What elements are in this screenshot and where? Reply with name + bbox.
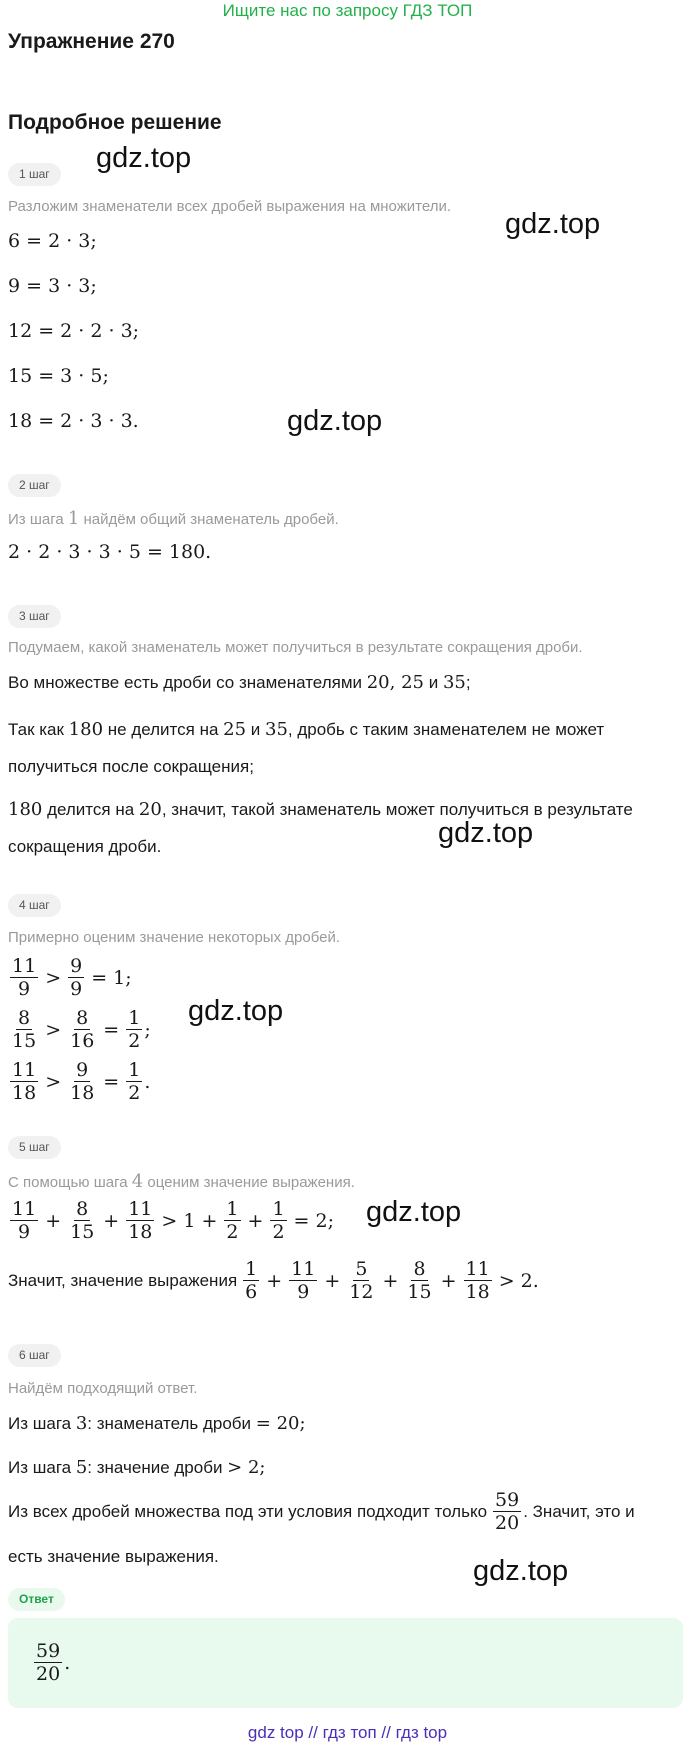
step-hint: С помощью шага 4 оценим значение выражения. [8,1171,355,1192]
fraction: $\frac{1}{2}$ [128,1007,141,1052]
factorization-line: 18 = 2 · 3 · 3. [8,410,139,432]
fraction: $\frac{11}{9}$ [12,955,37,1000]
fraction: $\frac{11}{18}$ [12,1059,37,1104]
factorization-line: 6 = 2 · 3; [8,230,97,252]
watermark: gdz.top [438,817,534,849]
estimate-line: $\frac{11}{18}$ > $\frac{9}{18}$ = $\frac{1}{2}$ . [12,1059,151,1104]
fraction: $\frac{8}{16}$ [70,1007,95,1052]
step-hint: Разложим знаменатели всех дробей выражения на множители. [8,198,451,215]
step-badge: 6 шаг [8,1344,61,1367]
fraction: $\frac{5}{12}$ [349,1258,374,1303]
factorization-line: 12 = 2 · 2 · 3; [8,320,140,342]
step-badge: 3 шаг [8,605,61,628]
fraction: $\frac{1}{2}$ [128,1059,141,1104]
watermark: gdz.top [287,405,383,437]
footer-links[interactable]: gdz top // гдз топ // гдз top [247,1723,448,1742]
fraction: $\frac{9}{9}$ [70,955,83,1000]
answer-box [8,1618,683,1708]
fraction: $\frac{8}{15}$ [12,1007,37,1052]
step-hint: Примерно оценим значение некоторых дробей. [8,929,340,946]
answer-badge: Ответ [8,1588,65,1611]
step-hint: Из шага 1 найдём общий знаменатель дробей. [8,508,339,529]
fraction: $\frac{1}{2}$ [226,1198,239,1243]
paragraph: Так как 180 не делится на 25 и 35, дробь с таким знаменателем не может [8,719,605,740]
watermark: gdz.top [473,1555,569,1587]
sum-estimate: $\frac{11}{9}$ + $\frac{8}{15}$ + $\frac{11}{18}$ > 1 + $\frac{1}{2}$ + $\frac{1}{2}$ = 2; [12,1198,334,1243]
step-badge: 2 шаг [8,474,61,497]
fraction: $\frac{1}{6}$ [245,1258,258,1303]
step-hint: Найдём подходящий ответ. [8,1380,198,1397]
watermark: gdz.top [366,1196,462,1228]
paragraph: получиться после сокращения; [8,757,254,776]
paragraph: Во множестве есть дроби со знаменателями 20, 25 и 35; [8,672,471,693]
top-banner[interactable]: Ищите нас по запросу ГДЗ ТОП [222,1,473,20]
estimate-line: $\frac{11}{9}$ > $\frac{9}{9}$ = 1; [12,955,132,1000]
paragraph: сокращения дроби. [8,837,162,856]
step-hint: Подумаем, какой знаменатель может получиться в результате сокращения дроби. [8,639,583,656]
fraction: $\frac{59}{20}$ [36,1640,61,1685]
factorization-line: 15 = 3 · 5; [8,365,109,387]
watermark: gdz.top [505,208,601,240]
page-title: Упражнение 270 [8,30,175,53]
fraction: $\frac{11}{9}$ [291,1258,316,1303]
step-badge: 5 шаг [8,1136,61,1159]
common-denominator: 2 · 2 · 3 · 3 · 5 = 180. [8,541,212,563]
fraction: $\frac{1}{2}$ [272,1198,285,1243]
fraction: $\frac{11}{18}$ [128,1198,153,1243]
step-badge: 1 шаг [8,163,61,186]
paragraph: 180 делится на 20, значит, такой знаменатель может получиться в результате [8,799,633,820]
fraction: $\frac{8}{15}$ [70,1198,95,1243]
fraction: $\frac{11}{18}$ [465,1258,490,1303]
answer-value: $\frac{59}{20}$ . [36,1640,71,1685]
fraction: $\frac{59}{20}$ [495,1489,520,1534]
paragraph: Из всех дробей множества под эти условия подходит только $\frac{59}{20}$ . Значит, это и [8,1489,635,1534]
fraction: $\frac{8}{15}$ [407,1258,432,1303]
estimate-line: $\frac{8}{15}$ > $\frac{8}{16}$ = $\frac{1}{2}$ ; [12,1007,151,1052]
fraction: $\frac{11}{9}$ [12,1198,37,1243]
expression-conclusion: Значит, значение выражения $\frac{1}{6}$ + $\frac{11}{9}$ + $\frac{5}{12}$ + $\frac{8}{15}$ + $\frac{11}{18}$ > 2. [8,1258,539,1303]
fraction: $\frac{9}{18}$ [70,1059,95,1104]
paragraph: есть значение выражения. [8,1547,219,1566]
factorization-line: 9 = 3 · 3; [8,275,97,297]
watermark: gdz.top [96,142,192,174]
section-title: Подробное решение [8,111,222,134]
paragraph: Из шага 5: значение дроби > 2; [8,1457,266,1478]
step-badge: 4 шаг [8,894,61,917]
paragraph: Из шага 3: знаменатель дроби = 20; [8,1413,306,1434]
watermark: gdz.top [188,995,284,1027]
